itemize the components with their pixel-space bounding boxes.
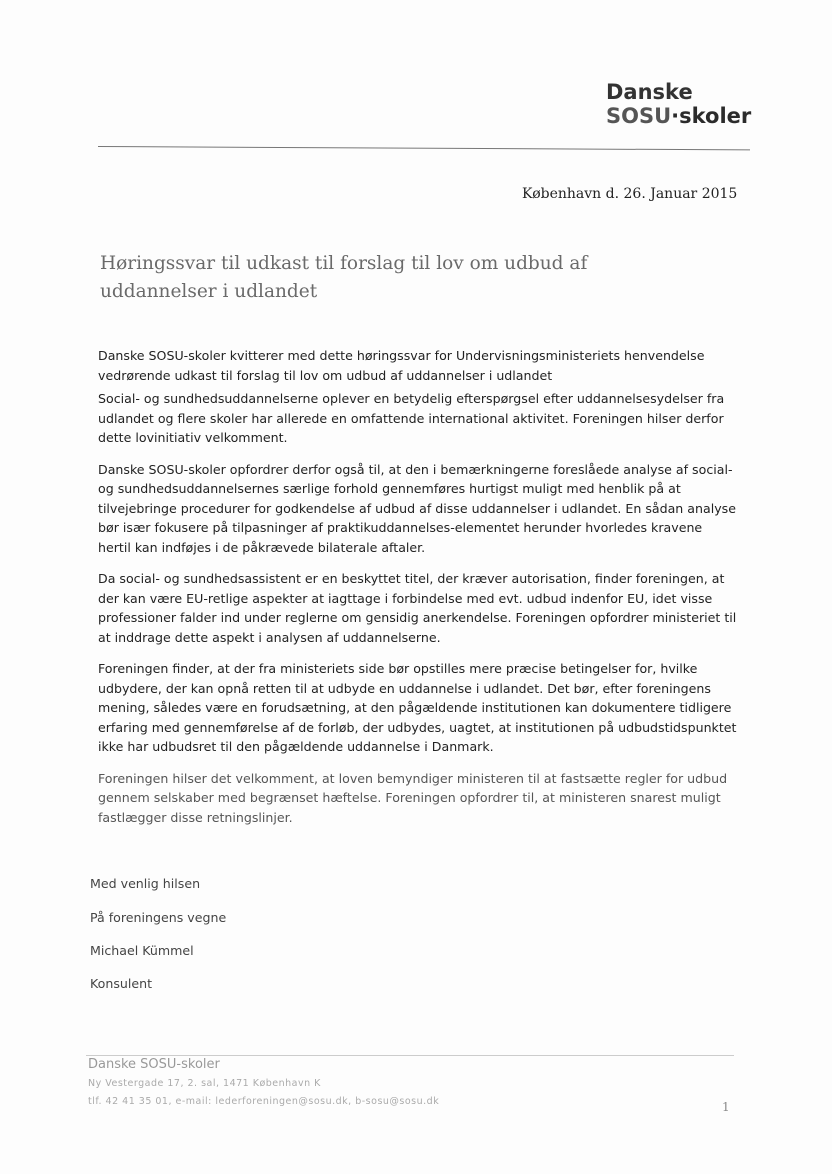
paragraph: Da social- og sundhedsassistent er en beskyttet titel, der kræver autorisation, finder foreningen, at der kan være EU-retlige aspekter at iagttage i forbindelse med evt. udbud indenfor EU, idet visse professioner falder ind under reglerne om gensidig anerkendelse. Foreningen opfordrer ministeriet til at inddrage dette aspekt i analysen af uddannelserne. (98, 571, 737, 645)
footer (88, 1055, 439, 1111)
letter-date: København d. 26. Januar 2015 (522, 186, 738, 202)
paragraph: Social- og sundhedsuddannelserne oplever en betydelig efterspørgsel efter uddannelsesydelser fra udlandet og flere skoler har allerede en omfattende international aktivitet. Foreningen hilser derfor dette lovinitiativ velkomment. (98, 391, 725, 445)
logo-sosu: SOSU (606, 104, 672, 128)
logo-line-2 (606, 104, 751, 128)
header-divider (98, 146, 750, 150)
signature-on-behalf: På foreningens vegne (90, 910, 227, 925)
logo-line-1: Danske (606, 80, 693, 104)
paragraph: Danske SOSU-skoler kvitterer med dette høringssvar for Undervisningsministeriets henvendelse vedrørende udkast til forslag til lov om udbud af uddannelser i udlandet (98, 348, 705, 383)
footer-address: Ny Vestergade 17, 2. sal, 1471 København K (88, 1078, 321, 1089)
footer-organization: Danske SOSU-skoler (88, 1057, 220, 1072)
signature-name: Michael Kümmel (90, 943, 194, 958)
signature-closing: Med venlig hilsen (90, 876, 201, 891)
footer-contact: tlf. 42 41 35 01, e-mail: lederforeningen@sosu.dk, b-sosu@sosu.dk (88, 1096, 440, 1107)
letter-title: Høringssvar til udkast til forslag til lov om udbud af uddannelser i udlandet (100, 253, 588, 302)
page-number: 1 (722, 1100, 730, 1114)
logo-skoler: ·skoler (671, 104, 752, 128)
paragraph: Foreningen hilser det velkomment, at loven bemyndiger ministeren til at fastsætte regler for udbud gennem selskaber med begrænset hæftelse. Foreningen opfordrer til, at ministeren snarest muligt fastlægger disse retningslinjer. (98, 770, 728, 825)
paragraph: Danske SOSU-skoler opfordrer derfor også til, at den i bemærkningerne foreslåede analyse af social- og sundhedsuddannelsernes særlige forhold gennemføres hurtigst muligt med henblik på at tilvejebringe procedurer for godkendelse af udbud af disse uddannelser i udlandet. En sådan analyse bør især fokusere på tilpasninger af praktikuddannelses-elementet herunder hvorledes kravene hertil kan indføjes i de påkrævede bilaterale aftaler. (98, 461, 736, 555)
organization-logo (606, 80, 751, 128)
letter-body (98, 346, 738, 839)
paragraph: Foreningen finder, at der fra ministeriets side bør opstilles mere præcise betingelser for, hvilke udbydere, der kan opnå retten til at udbyde en uddannelse i udlandet. Det bør, efter foreningens mening, således være en forudsætning, at den pågældende institutionen kan dokumentere tidligere erfaring med gennemførelse af de forløb, der udbydes, uagtet, at institutionen på udbudstidspunktet ikke har udbudsret til den pågældende uddannelse i Danmark. (98, 661, 737, 754)
signature-role: Konsulent (90, 976, 153, 991)
